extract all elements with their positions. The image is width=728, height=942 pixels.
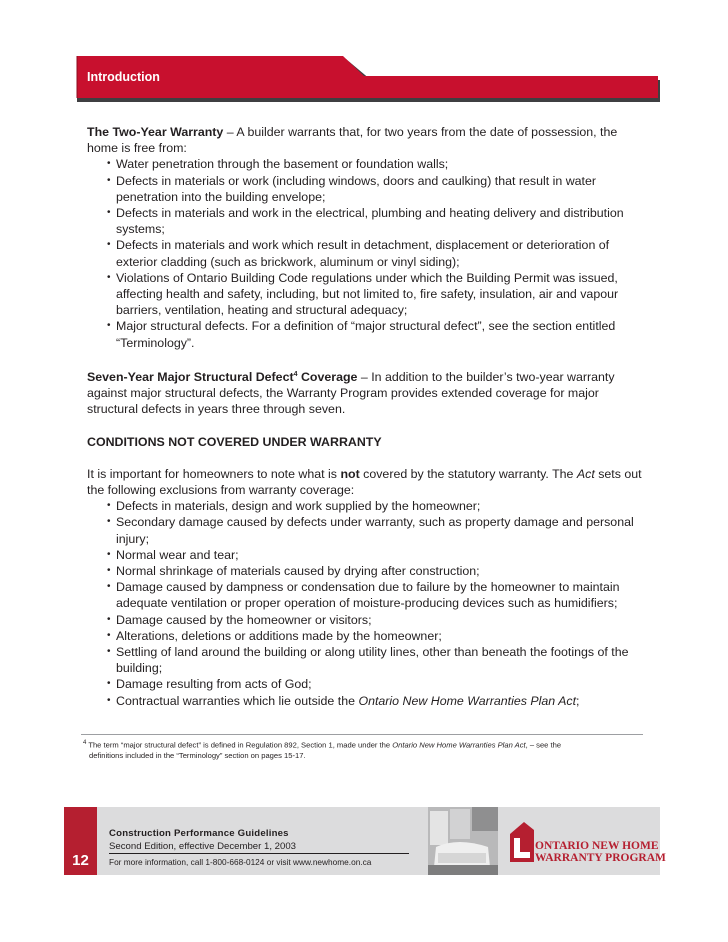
list-item: • Water penetration through the basement or foundation walls;	[87, 156, 647, 172]
exclusions-list	[87, 498, 647, 709]
seven-year-coverage-heading: Seven-Year Major Structural Defect$^4$ Coverage	[87, 369, 358, 384]
list-item: • Defects in materials and work which result in detachment, displacement or deterioration of exterior cladding (such as brickwork, aluminum or vinyl siding);	[87, 237, 647, 269]
section-title: Introduction	[87, 70, 160, 84]
list-item: • Settling of land around the building or along utility lines, other than beneath the footings of the building;	[87, 644, 647, 676]
footnote-ref: 4	[293, 370, 298, 378]
seven-year-coverage-paragraph: Seven-Year Major Structural Defect$^4$ Coverage – In addition to the builder’s two-year warranty against major structural defects, the Warranty Program provides extended coverage for major structural defects in years three through seven.	[87, 369, 615, 417]
conditions-heading: CONDITIONS NOT COVERED UNDER WARRANTY	[87, 434, 382, 449]
two-year-warranty-heading: The Two-Year Warranty	[87, 125, 224, 139]
list-item: • Damage resulting from acts of God;	[87, 676, 647, 692]
page-content	[87, 124, 647, 709]
list-item: • Damage caused by the homeowner or visitors;	[87, 612, 647, 628]
footnote: $^4$ The term “major structural defect” is defined in Regulation 892, Section 1, made under the Ontario New Home Warranties Plan Act, – see the definitions included in the “Terminology” section on pages 15-17.	[83, 740, 562, 761]
list-item: • Violations of Ontario Building Code regulations under which the Building Permit was issued, affecting health and safety, including, but not limited to, fire safety, insulation, air and vapour barriers, ventilation, heating and structural adequacy;	[87, 270, 647, 319]
publication-title: Construction Performance Guidelines	[109, 828, 289, 839]
list-item: • Damage caused by dampness or condensation due to failure by the homeowner to maintain adequate ventilation or proper operation of moisture-producing devices such as humidifiers;	[87, 579, 647, 611]
list-item: • Defects in materials or work (including windows, doors and caulking) that result in water penetration into the building envelope;	[87, 173, 647, 205]
list-item: • Contractual warranties which lie outside the Ontario New Home Warranties Plan Act;	[87, 693, 647, 709]
two-year-warranty-list	[87, 156, 647, 350]
living-room-photo	[428, 807, 498, 875]
list-item: • Secondary damage caused by defects under warranty, such as property damage and personal injury;	[87, 514, 647, 546]
contact-info: For more information, call 1-800-668-0124 or visit www.newhome.on.ca	[109, 857, 372, 867]
warranty-program-logo-icon	[510, 822, 534, 862]
list-item: • Defects in materials, design and work supplied by the homeowner;	[87, 498, 647, 514]
header-band	[0, 0, 728, 102]
footer-publication	[109, 827, 296, 853]
list-item: • Major structural defects. For a definition of “major structural defect”, see the section entitled “Terminology”.	[87, 318, 647, 350]
publication-edition: Second Edition, effective December 1, 2003	[109, 841, 297, 852]
list-item: • Normal shrinkage of materials caused by drying after construction;	[87, 563, 647, 579]
list-item: • Normal wear and tear;	[87, 547, 647, 563]
list-item: • Defects in materials and work in the electrical, plumbing and heating delivery and distribution systems;	[87, 205, 647, 237]
logo-wordmark: ONTARIO NEW HOME WARRANTY PROGRAM	[535, 840, 666, 864]
list-item: • Alterations, deletions or additions made by the homeowner;	[87, 628, 647, 644]
conditions-intro: It is important for homeowners to note what is not covered by the statutory warranty. The Act sets out the following exclusions from warranty coverage:	[87, 466, 642, 497]
footer-divider	[109, 853, 409, 854]
page-number: 12	[72, 852, 89, 869]
two-year-warranty-intro: The Two-Year Warranty – A builder warrants that, for two years from the date of possession, the home is free from:	[87, 125, 618, 156]
footnote-divider	[81, 734, 643, 735]
